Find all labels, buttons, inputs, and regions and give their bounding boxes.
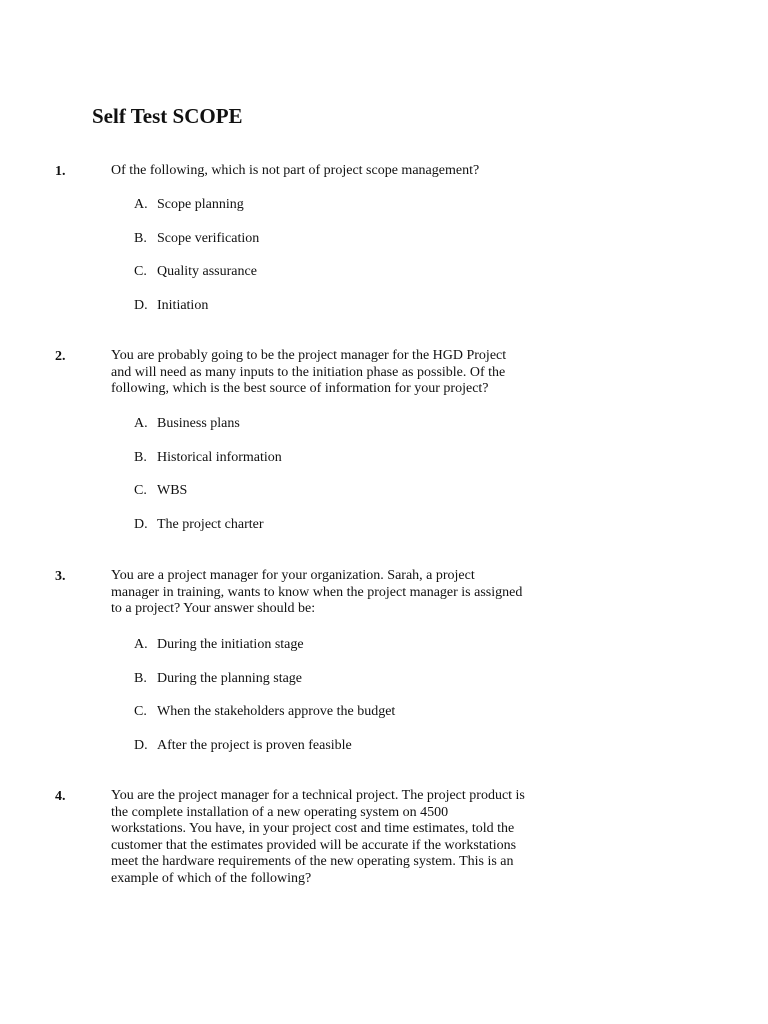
answer-choice-b bbox=[134, 449, 282, 483]
choice-letter: D. bbox=[134, 298, 148, 314]
answer-choice-a bbox=[134, 636, 395, 670]
choice-letter: A. bbox=[134, 637, 148, 652]
choice-text: Quality assurance bbox=[157, 264, 257, 280]
question-text: You are a project manager for your organization. Sarah, a project manager in training, wants to know when the project manager is assigned to a project? Your answer should be: bbox=[111, 568, 523, 617]
choice-text: Initiation bbox=[157, 298, 209, 314]
question-text: You are the project manager for a technical project. The project product is the complete installation of a new operating system on 4500 workstations. You have, in your project cost and time estimates, told the customer that the estimates provided will be accurate if the workstations meet the hardware requirements of the new operating system. This is an example of which of the following? bbox=[111, 788, 525, 886]
answer-choice-a bbox=[134, 196, 259, 230]
choice-text: Scope planning bbox=[157, 197, 244, 212]
answer-choice-b bbox=[134, 670, 395, 704]
choice-letter: C. bbox=[134, 264, 147, 280]
choice-text: The project charter bbox=[157, 517, 264, 533]
choice-letter: C. bbox=[134, 704, 147, 720]
question-number: 1. bbox=[55, 164, 66, 179]
choice-text: Historical information bbox=[157, 449, 282, 465]
choice-text: During the initiation stage bbox=[157, 637, 304, 652]
answer-choices bbox=[134, 636, 395, 771]
answer-choice-c bbox=[134, 703, 395, 737]
choice-letter: B. bbox=[134, 449, 147, 465]
answer-choice-d bbox=[134, 516, 282, 550]
choice-letter: A. bbox=[134, 197, 148, 212]
choice-text: After the project is proven feasible bbox=[157, 738, 352, 754]
choice-text: When the stakeholders approve the budget bbox=[157, 704, 396, 720]
question-text: You are probably going to be the project manager for the HGD Project and will need as many inputs to the initiation phase as possible. Of the following, which is the best source of information for your project? bbox=[111, 348, 507, 397]
question-number: 3. bbox=[55, 569, 66, 584]
answer-choice-a bbox=[134, 415, 282, 449]
answer-choice-c bbox=[134, 482, 282, 516]
choice-text: Scope verification bbox=[157, 230, 260, 246]
choice-letter: A. bbox=[134, 416, 148, 431]
document-title: Self Test SCOPE bbox=[92, 104, 243, 128]
choice-letter: C. bbox=[134, 483, 147, 499]
question-number: 2. bbox=[55, 349, 66, 364]
choice-text: WBS bbox=[157, 483, 188, 499]
choice-letter: B. bbox=[134, 670, 147, 686]
choice-text: Business plans bbox=[157, 416, 240, 431]
choice-text: During the planning stage bbox=[157, 670, 303, 686]
choice-letter: D. bbox=[134, 517, 148, 533]
answer-choice-b bbox=[134, 230, 259, 264]
question-text: Of the following, which is not part of project scope management? bbox=[111, 163, 480, 178]
choice-letter: B. bbox=[134, 230, 147, 246]
answer-choice-c bbox=[134, 263, 259, 297]
answer-choices bbox=[134, 196, 259, 331]
answer-choice-d bbox=[134, 297, 259, 331]
question-number: 4. bbox=[55, 789, 66, 804]
choice-letter: D. bbox=[134, 738, 148, 754]
answer-choice-d bbox=[134, 737, 395, 771]
answer-choices bbox=[134, 415, 282, 550]
